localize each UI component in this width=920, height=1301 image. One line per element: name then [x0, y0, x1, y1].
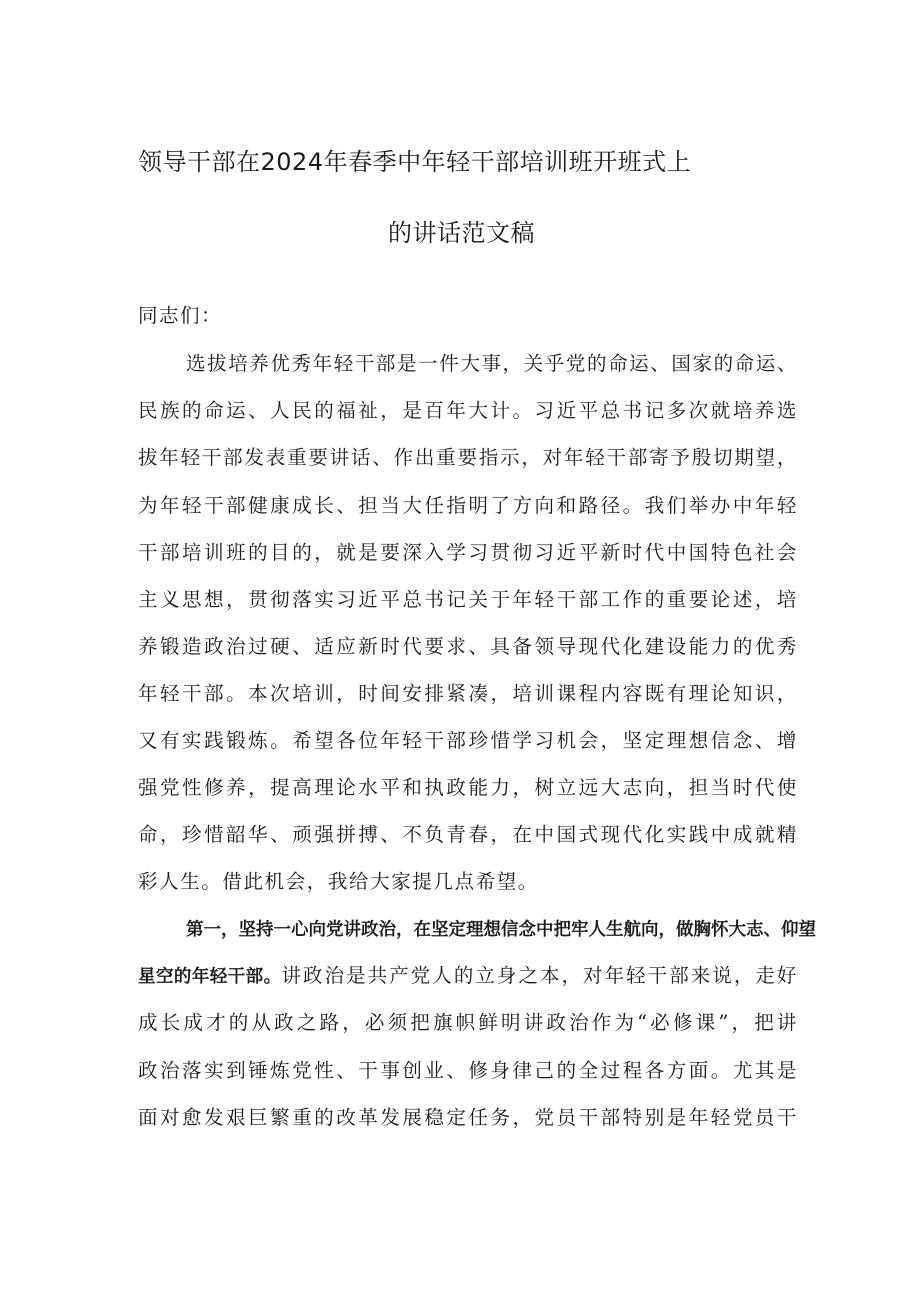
paragraph-line: 命，珍惜韶华、顽强拼搏、不负青春，在中国式现代化实践中成就精: [138, 823, 798, 846]
paragraph-line: 彩人生。借此机会，我给大家提几点希望。: [138, 870, 539, 893]
document-title-line-1: 领导干部在2024年春季中年轻干部培训班开班式上: [138, 148, 692, 176]
bold-heading-text: 星空的年轻干部。: [138, 967, 282, 987]
salutation: 同志们：: [138, 304, 223, 327]
paragraph-line: 干部培训班的目的，就是要深入学习贯彻习近平新时代中国特色社会: [138, 541, 798, 564]
paragraph-line: 选拔培养优秀年轻干部是一件大事，关乎党的命运、国家的命运、: [186, 352, 798, 375]
paragraph-line: 政治落实到锤炼党性、干事创业、修身律己的全过程各方面。尤其是: [138, 1059, 798, 1082]
document-title-line-2: 的讲话范文稿: [388, 219, 535, 247]
paragraph-line: 拔年轻干部发表重要讲话、作出重要指示，对年轻干部寄予殷切期望，: [138, 446, 798, 469]
paragraph-line: [138, 960, 798, 988]
paragraph-line: 面对愈发艰巨繁重的改革发展稳定任务，党员干部特别是年轻党员干: [138, 1106, 798, 1129]
paragraph-text: 讲政治是共产党人的立身之本，对年轻干部来说，走好: [281, 964, 799, 987]
paragraph-line: 强党性修养，提高理论水平和执政能力，树立远大志向，担当时代使: [138, 776, 798, 799]
paragraph-line: 又有实践锻炼。希望各位年轻干部珍惜学习机会，坚定理想信念、增: [138, 729, 798, 752]
paragraph-line: 主义思想，贯彻落实习近平总书记关于年轻干部工作的重要论述，培: [138, 588, 798, 611]
paragraph-line: 年轻干部。本次培训，时间安排紧凑，培训课程内容既有理论知识，: [138, 682, 798, 705]
paragraph-line: 养锻造政治过硬、适应新时代要求、具备领导现代化建设能力的优秀: [138, 635, 798, 658]
paragraph-line: 成长成才的从政之路，必须把旗帜鲜明讲政治作为“必修课”，把讲: [138, 1011, 798, 1034]
paragraph-line: 民族的命运、人民的福祉，是百年大计。习近平总书记多次就培养选: [138, 399, 798, 422]
paragraph-line: 为年轻干部健康成长、担当大任指明了方向和路径。我们举办中年轻: [138, 494, 798, 517]
bold-heading-text: 第一，坚持一心向党讲政治，在坚定理想信念中把牢人生航向，做胸怀大志、仰望: [186, 920, 816, 940]
paragraph-heading-line: [186, 916, 816, 941]
